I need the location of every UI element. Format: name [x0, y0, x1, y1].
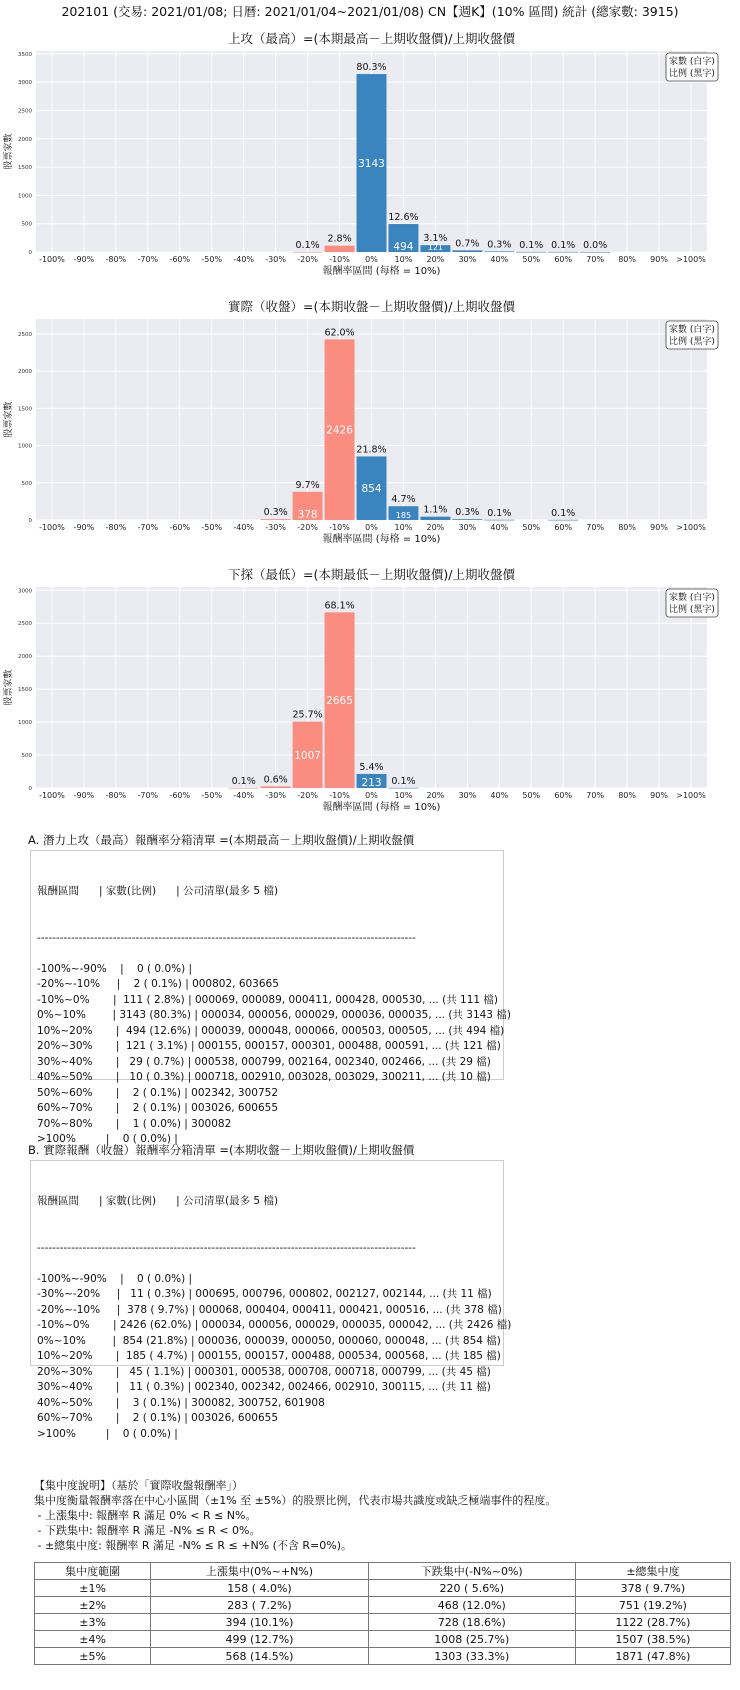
bar-70% [580, 252, 610, 253]
concentration-cell: ±2% [35, 1597, 151, 1614]
x-tick-label: -20% [297, 791, 318, 800]
pct-label: 5.4% [359, 761, 384, 773]
concentration-table-header [35, 1563, 731, 1580]
x-tick-label: 0% [365, 255, 378, 264]
legend-entry: 家數 (白字) [669, 593, 715, 603]
pct-label: 1.1% [423, 504, 448, 516]
concentration-row [35, 1597, 731, 1614]
x-tick-label: 70% [586, 791, 605, 800]
section-b-row: >100% | 0 ( 0.0%) | [37, 1427, 178, 1440]
chart-low-svg [0, 562, 740, 828]
concentration-cell: 1122 (28.7%) [575, 1614, 730, 1631]
pct-label: 0.7% [455, 238, 480, 250]
concentration-cell: 499 (12.7%) [151, 1631, 368, 1648]
x-tick-label: 50% [522, 523, 541, 532]
x-tick-label: 90% [650, 255, 668, 264]
pct-label: 68.1% [324, 600, 355, 612]
bar--20% [293, 252, 323, 253]
pct-label: 0.3% [263, 507, 288, 519]
pct-label: 12.6% [388, 212, 419, 224]
legend-box [666, 321, 718, 349]
bar-40% [484, 251, 514, 252]
y-tick-label: 500 [21, 753, 32, 760]
concentration-cell: 468 (12.0%) [368, 1597, 575, 1614]
x-tick-label: 40% [490, 791, 509, 800]
section-b-row: 20%~30% | 45 ( 1.1%) | 000301, 000538, 000708, 000718, 000799, ... (共 45 檔) [37, 1365, 491, 1378]
y-tick-label: 2500 [18, 331, 32, 338]
y-tick-label: 500 [21, 480, 32, 487]
bar-20% [420, 517, 450, 520]
pct-label: 0.1% [391, 775, 416, 787]
y-tick-label: 0 [28, 250, 32, 256]
explanation-line: 集中度衡量報酬率落在中心小區間（±1% 至 ±5%）的股票比例，代表市場共識度或缺乏極端事件的程度。 [34, 1494, 557, 1507]
section-b-row: -30%~-20% | 11 ( 0.3%) | 000695, 000796, 000802, 002127, 002144, ... (共 11 檔) [37, 1288, 492, 1300]
bar-60% [548, 252, 578, 253]
concentration-cell: ±4% [35, 1631, 151, 1648]
pct-label: 0.3% [455, 507, 480, 519]
x-tick-label: -100% [39, 255, 65, 264]
x-tick-label: -10% [329, 791, 350, 800]
pct-label: 62.0% [324, 327, 355, 339]
x-tick-label: 30% [458, 255, 477, 264]
pct-label: 0.0% [583, 239, 608, 251]
concentration-cell: 751 (19.2%) [575, 1597, 730, 1614]
pct-label: 0.1% [487, 507, 512, 519]
x-tick-label: -90% [73, 255, 95, 264]
concentration-row [35, 1631, 731, 1648]
section-b-table [30, 1160, 512, 1440]
x-tick-label: -30% [265, 255, 286, 264]
count-label: 213 [361, 777, 382, 789]
x-tick-label: 20% [426, 791, 445, 800]
pct-label: 0.1% [519, 239, 544, 251]
bar--10% [325, 246, 355, 252]
chart-high-svg [0, 26, 740, 292]
y-tick-label: 2500 [18, 621, 32, 628]
chart-high [0, 26, 740, 292]
legend-box [666, 53, 718, 81]
y-tick-label: 1500 [18, 687, 32, 694]
bar-40% [484, 520, 514, 521]
section-a-row: 50%~60% | 2 ( 0.1%) | 002342, 300752 [37, 1086, 279, 1099]
section-b-row: 0%~10% | 854 (21.8%) | 000036, 000039, 000050, 000060, 000048, ... (共 854 檔) [37, 1334, 501, 1347]
concentration-cell: 394 (10.1%) [151, 1614, 368, 1631]
section-a-row: 70%~80% | 1 ( 0.0%) | 300082 [37, 1117, 232, 1130]
section-b-row: 10%~20% | 185 ( 4.7%) | 000155, 000157, 000488, 000534, 000568, ... (共 185 檔) [37, 1350, 501, 1362]
x-tick-label: 70% [586, 255, 605, 264]
section-b-row: -100%~-90% | 0 ( 0.0%) | [37, 1272, 193, 1285]
pct-label: 80.3% [356, 62, 387, 74]
section-a-row: 30%~40% | 29 ( 0.7%) | 000538, 000799, 002164, 002340, 002466, ... (共 29 檔) [37, 1055, 491, 1068]
y-tick-label: 1000 [18, 720, 32, 727]
section-a-header: 報酬區間 | 家數(比例) | 公司清單(最多 5 檔) [37, 885, 279, 897]
x-tick-label: 60% [554, 791, 573, 800]
pct-label: 0.1% [551, 239, 576, 251]
x-tick-label: 50% [522, 255, 541, 264]
y-axis-label: 股票家數 [4, 133, 14, 170]
concentration-cell: 220 ( 5.6%) [368, 1580, 575, 1597]
section-b-row: -20%~-10% | 378 ( 9.7%) | 000068, 000404, 000411, 000421, 000516, ... (共 378 檔) [37, 1303, 502, 1316]
x-tick-label: 20% [426, 255, 445, 264]
x-tick-label: -40% [233, 523, 255, 532]
section-b-row: 30%~40% | 11 ( 0.3%) | 002340, 002342, 002466, 002910, 300115, ... (共 11 檔) [37, 1381, 491, 1393]
y-tick-label: 2000 [18, 654, 32, 661]
y-tick-label: 500 [21, 221, 32, 228]
x-tick-label: 50% [522, 791, 541, 800]
section-b-row: 60%~70% | 2 ( 0.1%) | 003026, 600655 [37, 1412, 279, 1424]
explanation-line: - ±總集中度: 報酬率 R 滿足 -N% ≤ R ≤ +N% (不含 R=0%)。 [34, 1539, 353, 1552]
section-b-title: B. 實際報酬（收盤）報酬率分箱清單 =(本期收盤－上期收盤價)/上期收盤價 [28, 1143, 415, 1157]
y-tick-label: 1000 [18, 193, 32, 200]
x-axis-label: 報酬率區間 (每格 = 10%) [322, 534, 441, 545]
section-a-divider: ---------------------------------------------------------------------------------------------------- [37, 931, 416, 944]
bar--30% [261, 786, 291, 788]
x-tick-label: 80% [618, 523, 637, 532]
explanation-line: 【集中度說明】（基於「實際收盤報酬率」） [34, 1479, 243, 1492]
concentration-cell: 1507 (38.5%) [575, 1631, 730, 1648]
chart-title: 下探（最低）=(本期最低－上期收盤價)/上期收盤價 [228, 567, 515, 582]
page-header: 202101 (交易: 2021/01/08; 日曆: 2021/01/04~2021/01/08) CN【週K】(10% 區間) 統計 (總家數: 3915) [61, 4, 679, 19]
x-tick-label: -80% [105, 523, 127, 532]
section-a-row: -20%~-10% | 2 ( 0.1%) | 000802, 603665 [37, 978, 279, 990]
x-tick-label: 60% [554, 523, 573, 532]
x-axis-label: 報酬率區間 (每格 = 10%) [322, 266, 441, 277]
concentration-cell: 1303 (33.3%) [368, 1648, 575, 1665]
concentration-cell: 728 (18.6%) [368, 1614, 575, 1631]
section-b-divider: ---------------------------------------------------------------------------------------------------- [37, 1241, 416, 1254]
x-tick-label: -100% [39, 523, 65, 532]
legend-box [666, 589, 718, 617]
section-a-row: >100% | 0 ( 0.0%) | [37, 1133, 178, 1145]
concentration-header-cell: 上漲集中(0%~+N%) [151, 1563, 368, 1580]
count-label: 854 [361, 483, 382, 496]
chart-close-svg [0, 294, 740, 560]
x-tick-label: -20% [297, 255, 318, 264]
y-tick-label: 0 [28, 518, 32, 524]
x-tick-label: >100% [676, 523, 706, 532]
x-tick-label: 10% [394, 523, 413, 532]
pct-label: 3.1% [423, 233, 448, 245]
x-tick-label: 90% [650, 791, 668, 800]
bar-30% [452, 519, 482, 520]
x-tick-label: -60% [169, 523, 191, 532]
y-tick-label: 1000 [18, 443, 32, 450]
x-tick-label: -80% [105, 791, 127, 800]
pct-label: 21.8% [356, 444, 387, 456]
x-tick-label: -40% [233, 791, 255, 800]
x-tick-label: -10% [329, 523, 350, 532]
concentration-cell: 568 (14.5%) [151, 1648, 368, 1665]
x-tick-label: 0% [365, 791, 378, 800]
legend-entry: 比例 (黑字) [669, 605, 715, 615]
pct-label: 2.8% [327, 233, 352, 245]
chart-close [0, 294, 740, 560]
y-tick-label: 1500 [18, 406, 32, 413]
y-tick-label: 1500 [18, 165, 32, 172]
x-tick-label: -70% [137, 791, 159, 800]
x-tick-label: -40% [233, 255, 255, 264]
concentration-explanation [34, 1478, 556, 1553]
x-tick-label: 40% [490, 523, 509, 532]
y-tick-label: 0 [28, 786, 32, 792]
section-b-row: -10%~0% | 2426 (62.0%) | 000034, 000056, 000029, 000035, 000042, ... (共 2426 檔) [37, 1319, 512, 1331]
count-label: 185 [395, 511, 412, 520]
chart-title: 實際（收盤）=(本期收盤－上期收盤價)/上期收盤價 [228, 299, 515, 314]
section-a-row: -10%~0% | 111 ( 2.8%) | 000069, 000089, 000411, 000428, 000530, ... (共 111 檔) [37, 993, 499, 1006]
y-tick-label: 2000 [18, 136, 32, 143]
bar-60% [548, 520, 578, 521]
legend-entry: 家數 (白字) [669, 325, 715, 335]
x-tick-label: 10% [394, 255, 413, 264]
x-tick-label: >100% [676, 791, 706, 800]
count-label: 378 [297, 509, 318, 521]
count-label: 1007 [294, 749, 321, 762]
x-tick-label: -70% [137, 255, 159, 264]
chart-low [0, 562, 740, 828]
concentration-header-cell: 集中度範圍 [35, 1563, 151, 1580]
y-tick-label: 3000 [18, 80, 32, 87]
bar--30% [261, 519, 291, 520]
pct-label: 0.3% [487, 239, 512, 251]
legend-entry: 比例 (黑字) [669, 337, 715, 347]
pct-label: 0.1% [295, 239, 320, 251]
concentration-cell: 378 ( 9.7%) [575, 1580, 730, 1597]
x-tick-label: 40% [490, 255, 509, 264]
x-tick-label: -10% [329, 255, 350, 264]
concentration-cell: 1008 (25.7%) [368, 1631, 575, 1648]
x-tick-label: 70% [586, 523, 605, 532]
x-tick-label: 30% [458, 791, 477, 800]
legend-entry: 家數 (白字) [669, 57, 715, 67]
x-tick-label: -50% [201, 523, 223, 532]
concentration-cell: 158 ( 4.0%) [151, 1580, 368, 1597]
x-tick-label: >100% [676, 255, 706, 264]
concentration-cell: 1871 (47.8%) [575, 1648, 730, 1665]
x-tick-label: 80% [618, 791, 637, 800]
bar--40% [229, 788, 259, 789]
count-label: 494 [393, 241, 414, 253]
section-a-row: 20%~30% | 121 ( 3.1%) | 000155, 000157, 000301, 000488, 000591, ... (共 121 檔) [37, 1040, 501, 1052]
concentration-row [35, 1580, 731, 1597]
x-tick-label: 10% [394, 791, 413, 800]
x-tick-label: -30% [265, 791, 286, 800]
x-axis-label: 報酬率區間 (每格 = 10%) [322, 802, 441, 813]
x-tick-label: -80% [105, 255, 127, 264]
bar-30% [452, 250, 482, 252]
y-tick-label: 2000 [18, 369, 32, 376]
x-tick-label: 20% [426, 523, 445, 532]
concentration-header-cell: ±總集中度 [575, 1563, 730, 1580]
x-tick-label: -60% [169, 255, 191, 264]
y-tick-label: 3500 [18, 51, 32, 58]
concentration-header-cell: 下跌集中(-N%~0%) [368, 1563, 575, 1580]
concentration-cell: ±1% [35, 1580, 151, 1597]
concentration-row [35, 1614, 731, 1631]
count-label: 2665 [326, 695, 353, 708]
y-tick-label: 2500 [18, 108, 32, 115]
pct-label: 9.7% [295, 479, 320, 491]
y-axis-label: 股票家數 [4, 669, 14, 706]
x-tick-label: 30% [458, 523, 477, 532]
section-b-row: 40%~50% | 3 ( 0.1%) | 300082, 300752, 601908 [37, 1396, 325, 1409]
section-a-table [30, 850, 511, 1145]
concentration-table [34, 1562, 731, 1665]
legend-entry: 比例 (黑字) [669, 69, 715, 79]
x-tick-label: 0% [365, 523, 378, 532]
count-label: 2426 [326, 424, 353, 437]
concentration-cell: ±3% [35, 1614, 151, 1631]
x-tick-label: 80% [618, 255, 637, 264]
x-tick-label: -90% [73, 523, 95, 532]
count-label: 3143 [358, 158, 385, 171]
concentration-cell: ±5% [35, 1648, 151, 1665]
concentration-cell: 283 ( 7.2%) [151, 1597, 368, 1614]
explanation-line: - 上漲集中: 報酬率 R 滿足 0% < R ≤ N%。 [34, 1509, 257, 1522]
pct-label: 25.7% [292, 709, 323, 721]
x-tick-label: -50% [201, 255, 223, 264]
chart-title: 上攻（最高）=(本期最高－上期收盤價)/上期收盤價 [228, 31, 515, 46]
x-tick-label: -30% [265, 523, 286, 532]
pct-label: 0.6% [263, 774, 288, 786]
y-axis-label: 股票家數 [4, 401, 14, 438]
x-tick-label: 60% [554, 255, 573, 264]
section-a-row: 10%~20% | 494 (12.6%) | 000039, 000048, 000066, 000503, 000505, ... (共 494 檔) [37, 1024, 505, 1037]
section-a-row: -100%~-90% | 0 ( 0.0%) | [37, 962, 193, 975]
section-b-header: 報酬區間 | 家數(比例) | 公司清單(最多 5 檔) [37, 1195, 279, 1207]
pct-label: 0.1% [551, 507, 576, 519]
pct-label: 0.1% [231, 775, 256, 787]
x-tick-label: -20% [297, 523, 318, 532]
x-tick-label: -60% [169, 791, 191, 800]
x-tick-label: -100% [39, 791, 65, 800]
pct-label: 4.7% [391, 494, 416, 506]
x-tick-label: 90% [650, 523, 668, 532]
section-a-title: A. 潛力上攻（最高）報酬率分箱清單 =(本期最高－上期收盤價)/上期收盤價 [28, 833, 415, 847]
x-tick-label: -90% [73, 791, 95, 800]
explanation-line: - 下跌集中: 報酬率 R 滿足 -N% ≤ R < 0%。 [34, 1524, 261, 1537]
bar-50% [516, 252, 546, 253]
bar-10% [388, 788, 418, 789]
x-tick-label: -50% [201, 791, 223, 800]
y-tick-label: 3000 [18, 588, 32, 595]
section-a-row: 60%~70% | 2 ( 0.1%) | 003026, 600655 [37, 1102, 279, 1114]
section-a-row: 40%~50% | 10 ( 0.3%) | 000718, 002910, 003028, 003029, 300211, ... (共 10 檔) [37, 1071, 491, 1083]
count-label: 121 [427, 243, 444, 252]
concentration-row [35, 1648, 731, 1665]
section-a-row: 0%~10% | 3143 (80.3%) | 000034, 000056, 000029, 000036, 000035, ... (共 3143 檔) [37, 1009, 511, 1021]
x-tick-label: -70% [137, 523, 159, 532]
